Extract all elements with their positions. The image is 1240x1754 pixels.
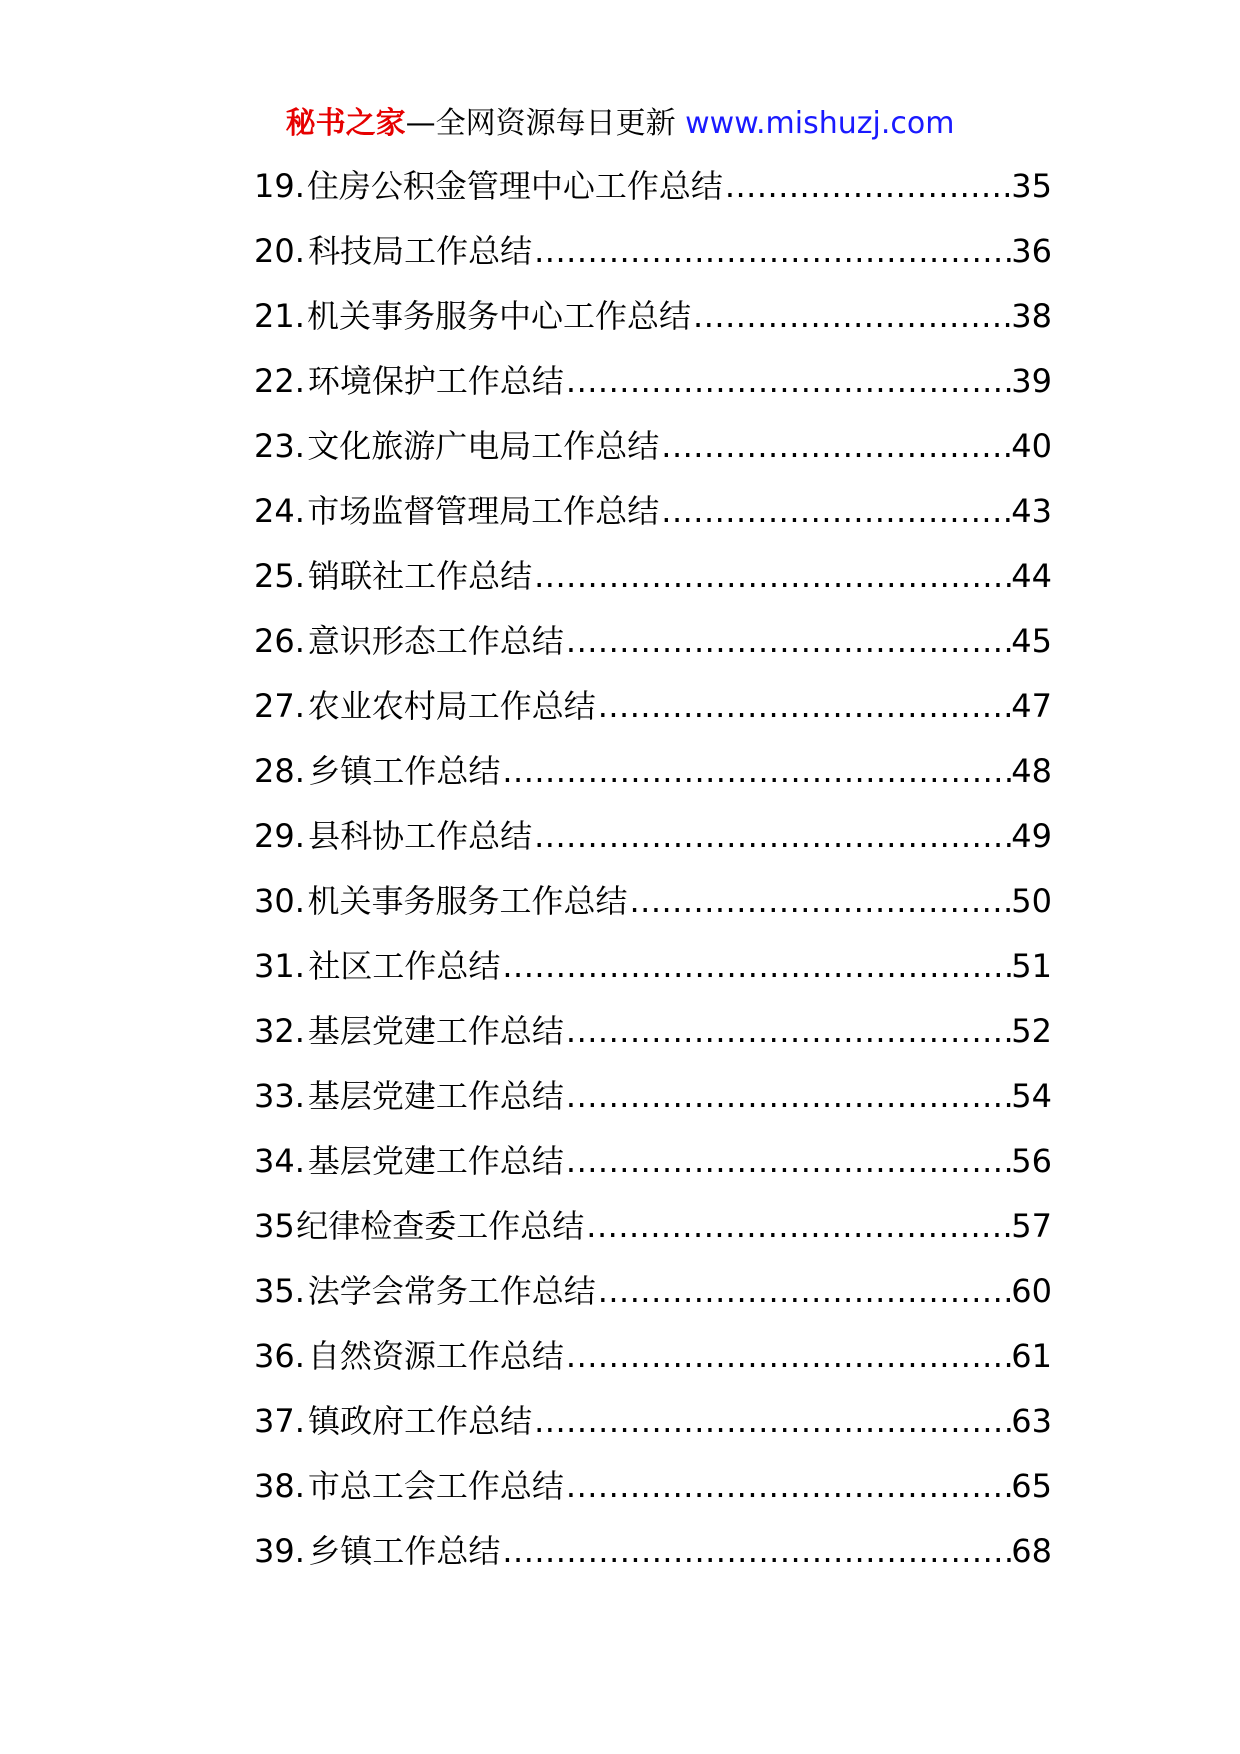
toc-entry-number: 22. [254, 362, 305, 400]
toc-dot-leader [532, 1401, 1011, 1441]
toc-entry-page: 44 [1011, 557, 1052, 595]
toc-entry[interactable] [254, 1206, 1052, 1271]
toc-dot-leader [659, 426, 1011, 466]
toc-entry-page: 65 [1011, 1467, 1052, 1505]
toc-entry-title: 机关事务服务工作总结 [307, 882, 628, 920]
toc-dot-leader [564, 1466, 1011, 1506]
toc-dot-leader [564, 1336, 1011, 1376]
toc-dot-leader [500, 946, 1011, 986]
brand-name: 秘书之家 [285, 106, 406, 141]
toc-entry[interactable] [254, 491, 1052, 556]
toc-entry[interactable] [254, 881, 1052, 946]
toc-entry-page: 36 [1011, 232, 1052, 270]
table-of-contents [254, 166, 1052, 1596]
header-tagline: —全网资源每日更新 [405, 106, 676, 141]
toc-entry-title: 纪律检查委工作总结 [296, 1207, 585, 1245]
toc-dot-leader [627, 881, 1011, 921]
toc-entry-title: 法学会常务工作总结 [307, 1272, 596, 1310]
toc-entry[interactable] [254, 556, 1052, 621]
toc-entry-title: 科技局工作总结 [308, 232, 533, 270]
toc-entry-number: 19. [254, 167, 305, 205]
toc-dot-leader [564, 1011, 1011, 1051]
toc-entry-title: 社区工作总结 [308, 947, 501, 985]
site-link[interactable]: www.mishuzj.com [685, 106, 955, 141]
toc-entry-page: 38 [1011, 297, 1052, 335]
toc-entry[interactable] [254, 816, 1052, 881]
page-header [0, 104, 1240, 144]
toc-entry-title: 市总工会工作总结 [307, 1467, 564, 1505]
toc-entry[interactable] [254, 1401, 1052, 1466]
toc-entry-page: 40 [1011, 427, 1052, 465]
toc-entry-number: 35. [254, 1272, 305, 1310]
toc-entry-page: 35 [1011, 167, 1052, 205]
toc-entry-number: 27. [254, 687, 305, 725]
toc-dot-leader [564, 1141, 1011, 1181]
toc-entry-page: 49 [1011, 817, 1052, 855]
toc-entry[interactable] [254, 296, 1052, 361]
toc-entry[interactable] [254, 1011, 1052, 1076]
toc-entry-title: 县科协工作总结 [308, 817, 533, 855]
toc-entry-number: 32. [254, 1012, 305, 1050]
toc-entry-title: 乡镇工作总结 [308, 1532, 501, 1570]
toc-entry-page: 57 [1011, 1207, 1052, 1245]
toc-dot-leader [532, 231, 1011, 271]
toc-dot-leader [596, 686, 1012, 726]
toc-entry[interactable] [254, 166, 1052, 231]
toc-entry[interactable] [254, 946, 1052, 1011]
toc-entry-title: 基层党建工作总结 [307, 1142, 564, 1180]
toc-entry-page: 48 [1011, 752, 1052, 790]
toc-entry-number: 36. [254, 1337, 305, 1375]
toc-entry-page: 47 [1011, 687, 1052, 725]
toc-entry-title: 意识形态工作总结 [307, 622, 564, 660]
toc-entry-title: 镇政府工作总结 [308, 1402, 533, 1440]
toc-entry[interactable] [254, 1076, 1052, 1141]
toc-dot-leader [532, 816, 1011, 856]
toc-dot-leader [584, 1206, 1011, 1246]
toc-entry-title: 机关事务服务中心工作总结 [307, 297, 692, 335]
toc-entry-number: 37. [254, 1402, 305, 1440]
toc-entry[interactable] [254, 1271, 1052, 1336]
toc-entry-title: 基层党建工作总结 [307, 1077, 564, 1115]
toc-entry-number: 34. [254, 1142, 305, 1180]
toc-entry-number: 23. [254, 427, 305, 465]
toc-entry[interactable] [254, 1336, 1052, 1401]
toc-entry-page: 68 [1011, 1532, 1052, 1570]
toc-entry[interactable] [254, 686, 1052, 751]
toc-entry-page: 50 [1011, 882, 1052, 920]
toc-entry-page: 56 [1011, 1142, 1052, 1180]
toc-entry[interactable] [254, 621, 1052, 686]
toc-entry-title: 农业农村局工作总结 [307, 687, 596, 725]
toc-entry-number: 30. [254, 882, 305, 920]
toc-entry-number: 35 [254, 1207, 295, 1245]
toc-entry[interactable] [254, 1141, 1052, 1206]
toc-entry-title: 住房公积金管理中心工作总结 [306, 167, 723, 205]
toc-entry[interactable] [254, 361, 1052, 426]
toc-entry-title: 环境保护工作总结 [307, 362, 564, 400]
toc-dot-leader [659, 491, 1011, 531]
toc-entry-page: 60 [1011, 1272, 1052, 1310]
toc-entry-number: 31. [254, 947, 305, 985]
toc-entry-title: 乡镇工作总结 [308, 752, 501, 790]
toc-entry[interactable] [254, 426, 1052, 491]
toc-entry[interactable] [254, 1531, 1052, 1596]
toc-entry-title: 基层党建工作总结 [307, 1012, 564, 1050]
toc-entry-page: 45 [1011, 622, 1052, 660]
toc-entry-title: 市场监督管理局工作总结 [307, 492, 660, 530]
toc-entry-number: 33. [254, 1077, 305, 1115]
toc-entry-page: 43 [1011, 492, 1052, 530]
toc-dot-leader [500, 1531, 1011, 1571]
toc-entry[interactable] [254, 751, 1052, 816]
toc-dot-leader [596, 1271, 1012, 1311]
toc-entry-page: 39 [1011, 362, 1052, 400]
toc-entry-page: 63 [1011, 1402, 1052, 1440]
toc-dot-leader [532, 556, 1011, 596]
toc-entry-title: 自然资源工作总结 [307, 1337, 564, 1375]
toc-entry-number: 20. [254, 232, 305, 270]
toc-dot-leader [691, 296, 1011, 336]
toc-entry-number: 26. [254, 622, 305, 660]
toc-dot-leader [500, 751, 1011, 791]
toc-entry[interactable] [254, 231, 1052, 296]
toc-entry[interactable] [254, 1466, 1052, 1531]
toc-entry-number: 24. [254, 492, 305, 530]
toc-entry-page: 52 [1011, 1012, 1052, 1050]
toc-dot-leader [564, 1076, 1011, 1116]
toc-entry-number: 28. [254, 752, 305, 790]
toc-dot-leader [564, 621, 1011, 661]
toc-entry-number: 39. [254, 1532, 305, 1570]
toc-entry-page: 61 [1011, 1337, 1052, 1375]
toc-entry-title: 销联社工作总结 [308, 557, 533, 595]
toc-dot-leader [723, 166, 1011, 206]
toc-entry-number: 21. [254, 297, 305, 335]
toc-entry-number: 25. [254, 557, 305, 595]
toc-entry-page: 51 [1011, 947, 1052, 985]
toc-dot-leader [564, 361, 1011, 401]
toc-entry-number: 38. [254, 1467, 305, 1505]
toc-entry-page: 54 [1011, 1077, 1052, 1115]
toc-entry-title: 文化旅游广电局工作总结 [307, 427, 660, 465]
toc-entry-number: 29. [254, 817, 305, 855]
